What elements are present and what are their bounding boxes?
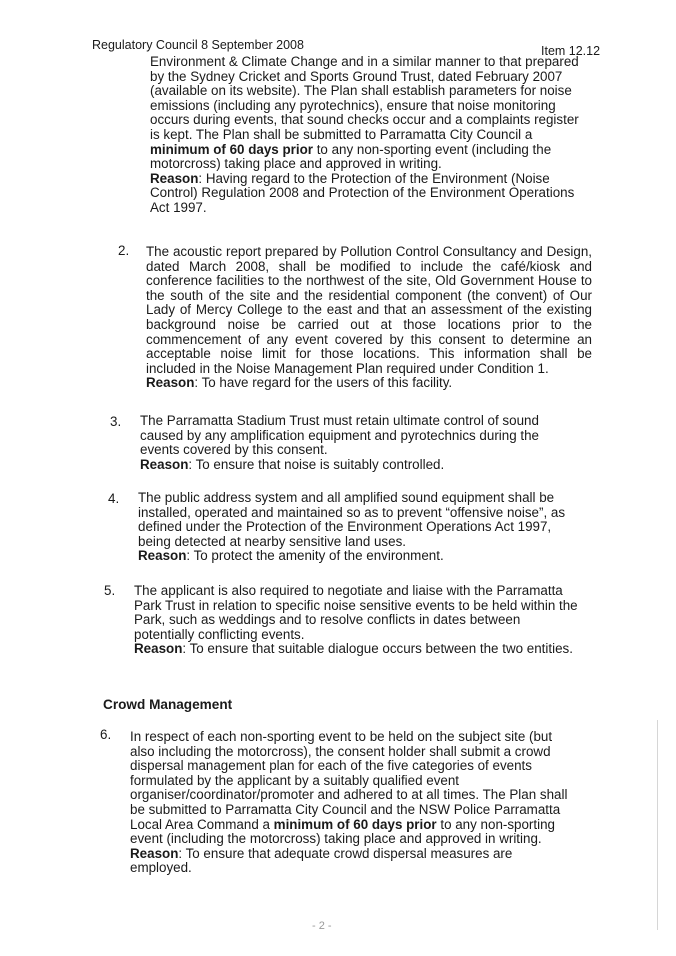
- header-item-number: Item 12.12: [541, 44, 601, 58]
- condition-6-reason: Reason: To ensure that adequate crowd dispersal measures are employed.: [130, 845, 513, 876]
- condition-6-number: 6.: [100, 727, 112, 742]
- condition-3-text: The Parramatta Stadium Trust must retain ultimate control of sound caused by any amplification equipment and pyrotechnics during the events covered by this consent.: [140, 413, 539, 458]
- page-number: - 2 -: [312, 920, 332, 932]
- condition-5-reason: Reason: To ensure that suitable dialogue occurs between the two entities.: [134, 641, 573, 657]
- condition-6-emphasis: minimum of 60 days prior: [273, 816, 437, 832]
- condition-4-text: The public address system and all amplified sound equipment shall be installed, operated and maintained so as to prevent “offensive noise”, as defined under the Protection of the Environment Operations Act 1997, being detected at nearby sensitive land uses.: [138, 490, 566, 549]
- condition-2: [146, 245, 592, 391]
- condition-1-continuation: [150, 55, 586, 216]
- condition-6: [130, 730, 574, 876]
- condition-2-text: The acoustic report prepared by Pollution Control Consultancy and Design, dated March 2008, shall be modified to include the café/kiosk and conference facilities to the northwest of the site, Old Government House to the south of the site and the residential component (the convent) of Our Lady of Mercy College to the east and that an assessment of the existing background noise be carried out at those locations prior to the commencement of any event covered by this consent to determine an acceptable noise limit for those locations. This information shall be included in the Noise Management Plan required under Condition 1.: [146, 244, 592, 376]
- page-edge-line: [657, 720, 658, 930]
- condition-2-reason: Reason: To have regard for the users of this facility.: [146, 375, 453, 391]
- header-meeting-title: Regulatory Council 8 September 2008: [92, 38, 304, 52]
- condition-1-reason: Reason: Having regard to the Protection of the Environment (Noise Control) Regulation 2008 and Protection of the Environment Operations Act 1997.: [150, 170, 575, 215]
- condition-2-number: 2.: [118, 243, 130, 258]
- condition-4-number: 4.: [108, 491, 120, 506]
- section-heading-crowd-management: Crowd Management: [103, 697, 233, 712]
- condition-3-number: 3.: [110, 414, 122, 429]
- condition-4: [138, 491, 570, 564]
- condition-6-text: In respect of each non-sporting event to be held on the subject site (but also including the motorcross), the consent holder shall submit a crowd dispersal management plan for each of the five categories of events formulated by the applicant by a suitably qualified event organiser/coordinator/promoter and adhered to at all times. The Plan shall be submitted to Parramatta City Council and the NSW Police Parramatta Local Area Command a minimum of 60 days prior to any non-sporting event (including the motorcross) taking place and approved in writing.: [130, 729, 568, 847]
- condition-3-reason: Reason: To ensure that noise is suitably controlled.: [140, 456, 445, 472]
- condition-5-text: The applicant is also required to negotiate and liaise with the Parramatta Park Trust in relation to specific noise sensitive events to be held within the Park, such as weddings and to resolve conflicts in dates between potentially conflicting events.: [134, 583, 578, 642]
- condition-4-reason: Reason: To protect the amenity of the environment.: [138, 548, 444, 564]
- condition-1-emphasis: minimum of 60 days prior: [150, 141, 313, 157]
- condition-1-text: Environment & Climate Change and in a similar manner to that prepared by the Sydney Cricket and Sports Ground Trust, dated February 2007 (available on its website). The Plan shall establish parameters for noise emissions (including any pyrotechnics), ensure that noise monitoring occurs during events, that sound checks occur and a complaints register is kept. The Plan shall be submitted to Parramatta City Council a minimum of 60 days prior to any non-sporting event (including the motorcross) taking place and approved in writing.: [150, 54, 579, 172]
- condition-3: [140, 414, 560, 472]
- condition-5: [134, 584, 580, 657]
- condition-5-number: 5.: [104, 583, 116, 598]
